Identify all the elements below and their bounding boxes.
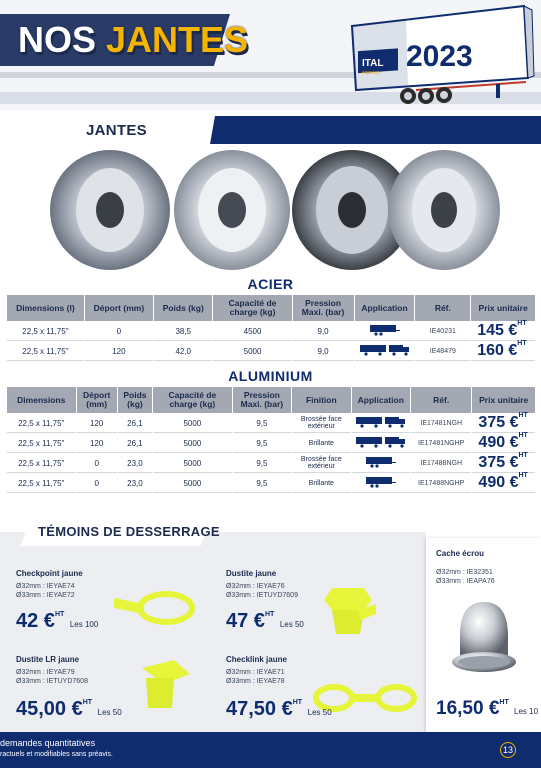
cell-dimensions: 22,5 x 11,75"	[7, 414, 76, 433]
cell-ref: IE17488NGHP	[411, 474, 471, 493]
col-header: Finition	[292, 387, 350, 413]
product-name: Checkpoint jaune	[16, 569, 83, 578]
table-row	[7, 474, 535, 493]
price-ht: HT	[517, 320, 527, 327]
cell-application	[352, 454, 410, 473]
section-title-temoins: TÉMOINS DE DESSERRAGE	[38, 524, 220, 539]
price-ht: HT	[518, 472, 528, 479]
cell-pression: 9,5	[233, 454, 291, 473]
cell-price	[471, 342, 535, 361]
table-row	[7, 434, 535, 453]
price-unit: Les 100	[69, 620, 99, 629]
cell-poids: 42,0	[154, 342, 212, 361]
col-header: Déport (mm)	[77, 387, 117, 413]
aluminium-title: ALUMINIUM	[228, 368, 313, 384]
table-row	[7, 414, 535, 433]
brand-name: ITAL	[362, 58, 384, 69]
cell-price	[471, 322, 535, 341]
col-header: Dimensions	[7, 387, 76, 413]
cell-pression: 9,5	[233, 414, 291, 433]
cell-poids: 26,1	[118, 434, 152, 453]
truck-trailer-icon	[358, 344, 412, 356]
price-value: 47,50 €	[226, 698, 293, 720]
price-value: 42 €	[16, 610, 55, 632]
title-part-1: NOS	[18, 19, 107, 60]
product-dim-33: Ø33mm : IEYAE72	[16, 592, 75, 599]
wheels-image	[40, 146, 502, 274]
col-header: Pression Maxi. (bar)	[293, 295, 354, 321]
cell-price	[472, 474, 535, 493]
cell-deport: 120	[85, 342, 153, 361]
cell-pression: 9,0	[293, 322, 354, 341]
product-dim-32: Ø32mm : IE32351	[436, 569, 493, 576]
wheel-4	[388, 150, 500, 270]
wheel-2	[174, 150, 290, 270]
col-header: Poids (kg)	[154, 295, 212, 321]
col-header: Application	[352, 387, 410, 413]
cell-pression: 9,5	[233, 434, 291, 453]
cell-dimensions: 22,5 x 11,75"	[7, 342, 84, 361]
price-unit: Les 50	[279, 620, 304, 629]
product-dim-32: Ø32mm : IEYAE71	[226, 669, 285, 676]
cell-deport: 0	[85, 322, 153, 341]
cell-ref: IE17481NGHP	[411, 434, 471, 453]
aluminium-table	[6, 386, 536, 494]
product-price	[16, 698, 122, 721]
cell-dimensions: 22,5 x 11,75"	[7, 322, 84, 341]
product-dim-32: Ø32mm : IEYAE74	[16, 583, 75, 590]
cell-application	[355, 342, 415, 361]
product-price	[226, 698, 332, 721]
wheel-1	[50, 150, 170, 270]
product-price	[226, 610, 304, 633]
product-dim-33: Ø33mm : IEYAE78	[226, 678, 285, 685]
col-header: Réf.	[411, 387, 471, 413]
col-header: Pression Maxi. (bar)	[233, 387, 291, 413]
cell-dimensions: 22,5 x 11,75"	[7, 434, 76, 453]
cell-ref: IE48479	[415, 342, 470, 361]
product-dim-33: Ø33mm : IETUYD7609	[226, 592, 298, 599]
product-dim-32: Ø32mm : IEYAE79	[16, 669, 75, 676]
section-title-jantes: JANTES	[86, 122, 147, 139]
product-price	[16, 610, 98, 633]
cell-pression: 9,0	[293, 342, 354, 361]
price-value: 375 €	[478, 454, 519, 471]
cell-application	[355, 322, 415, 341]
price-ht: HT	[82, 699, 93, 706]
price-ht: HT	[518, 452, 528, 459]
price-value: 490 €	[478, 474, 519, 491]
product-dim-32: Ø32mm : IEYAE76	[226, 583, 285, 590]
truck-illustration	[346, 4, 536, 108]
cell-dimensions: 22,5 x 11,75"	[7, 454, 76, 473]
col-header: Capacité de charge (kg)	[213, 295, 291, 321]
table-row	[7, 454, 535, 473]
product-name: Dustite LR jaune	[16, 655, 80, 664]
price-ht: HT	[264, 611, 275, 618]
cell-application	[352, 414, 410, 433]
cell-finition: Brillante	[292, 474, 350, 493]
cell-deport: 0	[77, 474, 117, 493]
dustite-indicator-image	[318, 580, 378, 640]
price-ht: HT	[499, 699, 509, 706]
page-title	[18, 20, 248, 60]
cell-ref: IE17481NGH	[411, 414, 471, 433]
product-name: Dustite jaune	[226, 569, 277, 578]
price-ht: HT	[518, 412, 528, 419]
price-value: 490 €	[478, 434, 519, 451]
cell-finition: Brossée face extérieur	[292, 414, 350, 433]
footer-text	[0, 738, 113, 760]
acier-title: ACIER	[247, 276, 294, 292]
price-ht: HT	[517, 340, 527, 347]
footer-line-2: ractuels et modifiables sans préavis.	[0, 751, 113, 758]
cell-price	[472, 454, 535, 473]
footer-line-1: demandes quantitatives	[0, 738, 96, 748]
col-header: Déport (mm)	[85, 295, 153, 321]
cell-application	[352, 434, 410, 453]
truck-trailer-icon	[354, 416, 408, 428]
price-ht: HT	[54, 611, 65, 618]
trailer-icon	[368, 324, 402, 336]
title-part-2: JANTES	[106, 19, 249, 60]
price-ht: HT	[518, 432, 528, 439]
section-banner-bar	[210, 116, 541, 144]
cell-charge: 5000	[153, 414, 232, 433]
cell-price	[472, 434, 535, 453]
col-header: Capacité de charge (kg)	[153, 387, 232, 413]
trailer-icon	[364, 456, 398, 468]
aluminium-header-row	[7, 387, 535, 413]
price-value: 145 €	[477, 322, 518, 339]
price-unit: Les 50	[97, 708, 122, 717]
acier-header-row	[7, 295, 535, 321]
cell-ref: IE17488NGH	[411, 454, 471, 473]
cell-poids: 23,0	[118, 474, 152, 493]
col-header: Réf.	[415, 295, 470, 321]
price-value: 160 €	[477, 342, 518, 359]
cell-charge: 5000	[213, 342, 291, 361]
cell-poids: 38,5	[154, 322, 212, 341]
year-label: 2023	[406, 40, 473, 73]
trailer-icon	[364, 476, 398, 488]
cache-ecrou-image	[448, 596, 520, 678]
table-row	[7, 322, 535, 341]
price-value: 16,50 €	[436, 698, 500, 719]
price-unit: Les 50	[307, 708, 332, 717]
cell-deport: 120	[77, 414, 117, 433]
col-header: Prix unitaire	[472, 387, 535, 413]
table-row	[7, 342, 535, 361]
brand-tagline: express	[362, 70, 380, 76]
product-dim-33: Ø33mm : IETUYD7608	[16, 678, 88, 685]
price-value: 47 €	[226, 610, 265, 632]
cell-charge: 4500	[213, 322, 291, 341]
col-header: Application	[355, 295, 415, 321]
cell-charge: 5000	[153, 474, 232, 493]
cell-finition: Brossée face extérieur	[292, 454, 350, 473]
cell-dimensions: 22,5 x 11,75"	[7, 474, 76, 493]
col-header: Prix unitaire	[471, 295, 535, 321]
cell-deport: 120	[77, 434, 117, 453]
cell-finition: Brillante	[292, 434, 350, 453]
price-unit: Les 10	[514, 707, 539, 716]
acier-table	[6, 294, 536, 362]
price-value: 375 €	[478, 414, 519, 431]
cell-poids: 23,0	[118, 454, 152, 473]
price-ht: HT	[292, 699, 303, 706]
dustite-lr-indicator-image	[134, 656, 192, 714]
truck-trailer-icon	[354, 436, 408, 448]
price-value: 45,00 €	[16, 698, 83, 720]
product-dim-33: Ø33mm : IEAPA76	[436, 578, 495, 585]
cell-pression: 9,5	[233, 474, 291, 493]
cell-ref: IE40231	[415, 322, 470, 341]
page-number: 13	[500, 742, 516, 758]
product-name: Cache écrou	[436, 549, 485, 558]
cell-application	[352, 474, 410, 493]
cell-charge: 5000	[153, 434, 232, 453]
product-price	[436, 698, 538, 720]
col-header: Poids (kg)	[118, 387, 152, 413]
cell-deport: 0	[77, 454, 117, 473]
cell-charge: 5000	[153, 454, 232, 473]
checkpoint-indicator-image	[110, 586, 196, 634]
cell-poids: 26,1	[118, 414, 152, 433]
col-header: Dimensions (l)	[7, 295, 84, 321]
product-name: Checklink jaune	[226, 655, 287, 664]
cell-price	[472, 414, 535, 433]
